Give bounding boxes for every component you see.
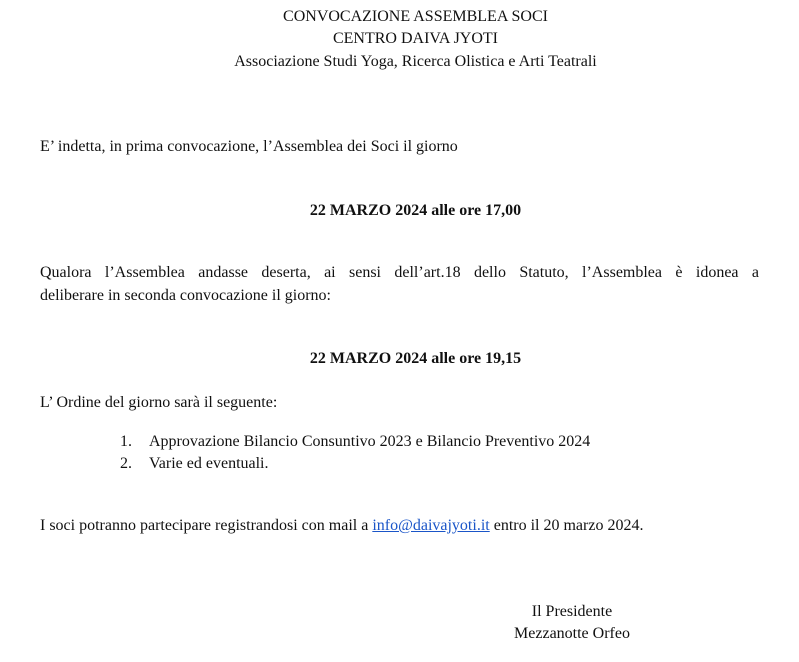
heading-convocation: CONVOCAZIONE ASSEMBLEA SOCI <box>283 8 548 25</box>
registration-text-before: I soci potranno partecipare registrandosi con mail a <box>40 517 373 534</box>
heading-association: Associazione Studi Yoga, Ricerca Olistica e Arti Teatrali <box>234 53 597 70</box>
second-call-line-1: Qualora l’Assemblea andasse deserta, ai sensi dell’art.18 dello Statuto, l’Assemblea è idonea a <box>40 264 759 281</box>
signature-title: Il Presidente <box>531 603 613 620</box>
agenda-item-text: Approvazione Bilancio Consuntivo 2023 e Bilancio Preventivo 2024 <box>149 433 591 450</box>
agenda-item-number: 2. <box>120 455 132 472</box>
first-call-date: 22 MARZO 2024 alle ore 17,00 <box>309 202 522 219</box>
heading-center-name: CENTRO DAIVA JYOTI <box>332 30 499 47</box>
registration-text-after: entro il 20 marzo 2024. <box>489 517 644 534</box>
agenda-item-number: 1. <box>120 433 132 450</box>
agenda-item-text: Varie ed eventuali. <box>149 455 269 472</box>
second-call-line-2: deliberare in seconda convocazione il giorno: <box>40 287 331 304</box>
registration-paragraph <box>40 517 643 535</box>
agenda-intro: L’ Ordine del giorno sarà il seguente: <box>40 394 278 411</box>
second-call-date: 22 MARZO 2024 alle ore 19,15 <box>309 350 522 367</box>
signature-name: Mezzanotte Orfeo <box>514 625 630 642</box>
intro-paragraph: E’ indetta, in prima convocazione, l’Assemblea dei Soci il giorno <box>40 138 458 155</box>
email-link[interactable]: info@daivajyoti.it <box>372 517 490 534</box>
